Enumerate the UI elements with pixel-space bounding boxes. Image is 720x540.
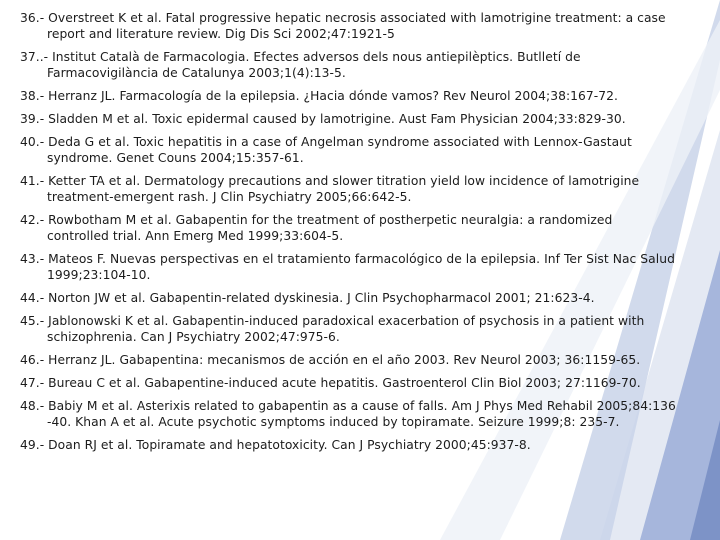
reference-line: 43.- Mateos F. Nuevas perspectivas en el tratamiento farmacológico de la epilepsia. Inf Ter Sist Nac Salud (20, 252, 675, 266)
reference-37 (20, 49, 720, 81)
reference-line: 37..- Institut Català de Farmacologia. Efectes adversos dels nous antiepilèptics. Butlletí de (20, 50, 581, 64)
reference-line-cont: 1999;23:104-10. (47, 268, 151, 282)
reference-line: 36.- Overstreet K et al. Fatal progressive hepatic necrosis associated with lamotrigine treatment: a case (20, 11, 666, 25)
reference-line: 48.- Babiy M et al. Asterixis related to gabapentin as a cause of falls. Am J Phys Med Rehabil 2005;84:136 (20, 399, 676, 413)
reference-48 (20, 398, 720, 430)
reference-list (20, 10, 720, 453)
reference-42 (20, 212, 720, 244)
reference-49 (20, 437, 720, 453)
reference-line-cont: report and literature review. Dig Dis Sci 2002;47:1921-5 (47, 27, 395, 41)
reference-line: 38.- Herranz JL. Farmacología de la epilepsia. ¿Hacia dónde vamos? Rev Neurol 2004;38:167-72. (20, 89, 618, 103)
reference-line: 49.- Doan RJ et al. Topiramate and hepatotoxicity. Can J Psychiatry 2000;45:937-8. (20, 438, 531, 452)
reference-36 (20, 10, 720, 42)
reference-line: 40.- Deda G et al. Toxic hepatitis in a case of Angelman syndrome associated with Lennox-Gastaut (20, 135, 632, 149)
reference-line-cont: schizophrenia. Can J Psychiatry 2002;47:975-6. (47, 330, 340, 344)
reference-46 (20, 352, 720, 368)
reference-40 (20, 134, 720, 166)
reference-41 (20, 173, 720, 205)
reference-line-cont: treatment-emergent rash. J Clin Psychiatry 2005;66:642-5. (47, 190, 412, 204)
reference-line: 47.- Bureau C et al. Gabapentine-induced acute hepatitis. Gastroenterol Clin Biol 2003; 27:1169-70. (20, 376, 641, 390)
reference-line: 41.- Ketter TA et al. Dermatology precautions and slower titration yield low incidence of lamotrigine (20, 174, 640, 188)
reference-line: 46.- Herranz JL. Gabapentina: mecanismos de acción en el año 2003. Rev Neurol 2003; 36:1159-65. (20, 353, 641, 367)
reference-line: 45.- Jablonowski K et al. Gabapentin-induced paradoxical exacerbation of psychosis in a patient with (20, 314, 645, 328)
reference-line: 44.- Norton JW et al. Gabapentin-related dyskinesia. J Clin Psychopharmacol 2001; 21:623-4. (20, 291, 595, 305)
reference-47 (20, 375, 720, 391)
reference-44 (20, 290, 720, 306)
reference-line-cont: controlled trial. Ann Emerg Med 1999;33:604-5. (47, 229, 344, 243)
reference-45 (20, 313, 720, 345)
reference-line-cont: -40. Khan A et al. Acute psychotic symptoms induced by topiramate. Seizure 1999;8: 235-7. (47, 415, 620, 429)
reference-38 (20, 88, 720, 104)
reference-line: 39.- Sladden M et al. Toxic epidermal caused by lamotrigine. Aust Fam Physician 2004;33:829-30. (20, 112, 626, 126)
reference-39 (20, 111, 720, 127)
reference-line-cont: syndrome. Genet Couns 2004;15:357-61. (47, 151, 304, 165)
reference-43 (20, 251, 720, 283)
reference-line-cont: Farmacovigilància de Catalunya 2003;1(4):13-5. (47, 66, 346, 80)
reference-line: 42.- Rowbotham M et al. Gabapentin for the treatment of postherpetic neuralgia: a randomized (20, 213, 613, 227)
